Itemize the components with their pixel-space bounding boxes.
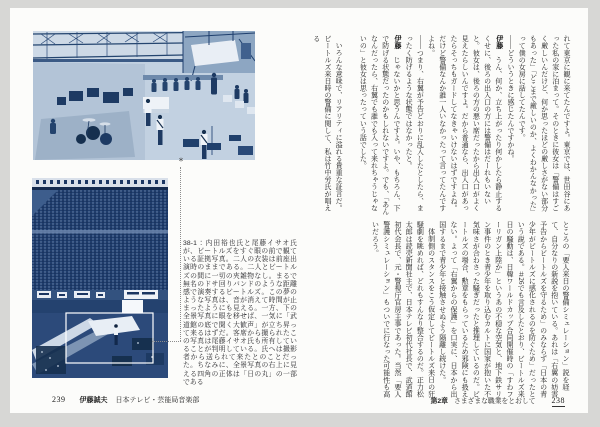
caption-leader-line-horizontal xyxy=(152,341,181,342)
text-paragraph: 伊藤 じゃないかと思うんですよ。いや、もちろん、下で防げる状態だったのかもしれないですよ。でも、「あんなんだったら、右翼でも誰でも入って来れちゃうじゃないの」と彼女は思ったっていう話でした。 xyxy=(359,35,401,215)
text-paragraph: 伊藤 うん、何か、立ち上がったり何かしたら静止するくせに、後ろの出入口の方には警備はだーれもいないと。彼女は、後ろの方の悪い席だったから出入口がよく見えたらしいんですよ。だから普通なら、出入口があったらそっちもガードしてなきゃいけないはずですよね。だけど警備なんか誰一人いなかったって言ってたんですよね。 xyxy=(427,35,503,212)
chapter-title: さまざまな職業をとおして xyxy=(453,398,536,405)
text-paragraph: ――つまり、右翼が予告どおりに乱入したとしたら、まったく防げるような状態ではなかったと。 xyxy=(405,35,425,212)
book-spread xyxy=(10,8,588,413)
ad-banner-strip xyxy=(32,290,168,300)
text-paragraph: ところの「要人来日の警備シミュレーション」説を経て、自分なりの新説を抱いている。あれは「右翼の妨害予告からビートルズを守るため」のみならず「日本の青少年がビートルズに感化されるのを防ぐため」だったという説である。＃26でも言及したとおり、ビートルズ来日の騒動は、日韓ワールドカップ合同開催時の「すわフーリガン上陸か」というあの不穏な空気と、地下鉄サリン事件のとき青少年を取り込むカルトに国家が抱いた不気味さが合わさった騒ぎだったと推理しているのだ。ビートルズの場合、勲章をもらっているため邪険にも扱えない。よって「右翼からの保護」を口実に、日本から出国するまで青少年と接触させぬよう隔離し続けた。 xyxy=(438,221,570,398)
speaker-name: 伊藤 xyxy=(393,35,401,50)
text-paragraph: ――どういうときに感じたんですかね。 xyxy=(506,35,515,162)
vertical-text-upper-band xyxy=(312,35,572,218)
text-paragraph: れて東京に観に来てたんですよ。東京では、世田谷にあった私の家に泊まって。そのときに彼女は「警備はすごく厳しいんだけど、何か思ったほどの厳しさがない部分もあった」「どこまで厳しいのか、よくわかんなかった」って僕の女房に話してたんです。 xyxy=(518,35,571,215)
photo-caption: 38-1：内田裕也氏と尾藤イサオ氏が、ビートルズをすぐ眼の前で観ている証拠写真。二人の衣装は前座出演時のままである。二人とビートルズの間に一切の夾雑物なし。まるで無名のドサ回りバンドのような距離感で演奏するビートルズ。この夢のような写真は、音が消えて時間が止まったようにも見える。一方、下の全景写真に眼を移せば、一気に「武道館の底で聞く大歓声」が立ち昇って来るはずだ。客席から撮られたこの写真は尾藤イサオ氏も所有していることが判明している。氏へは撮影者から送られて来たとのことだった。ちなみに、全景写真の右上に見える四角の正体は「日の丸」の一部である xyxy=(183,240,297,386)
right-page-number: 238 xyxy=(551,396,565,405)
caption-leader-line-vertical xyxy=(180,167,181,341)
camera-position-marker: * xyxy=(178,157,184,167)
drum-kit-platform xyxy=(35,111,135,160)
text-paragraph: 体制側のスタンスをこう仮定してビートルズ来日の狂騒劇を眺めれば、どれもすんなり整合するのだ。正力松太郎は読売新聞社主で、日本テレビ初代社長で、武道館初代会長で、元・警視庁官房主事であった。当然「要人警護シミュレーション」もついでに行なった可能性も高いだろう。 xyxy=(371,221,436,398)
left-page-number: 239 xyxy=(52,395,66,404)
speaker-name: 伊藤 xyxy=(495,35,503,50)
text-paragraph: いろんな意味で、リアリティに溢れる貴重な証言だ。ビートルズ来日時の警備に関して、私は竹中労氏が唱える xyxy=(312,35,344,212)
hinomaru-flag-square xyxy=(122,300,143,313)
audience-crowd xyxy=(32,190,168,290)
arena-overview-photo xyxy=(32,178,168,378)
left-page-footer xyxy=(52,395,199,406)
interviewee-name: 伊藤誠夫 xyxy=(79,397,108,404)
right-page-footer xyxy=(431,396,565,407)
vertical-text-lower-band xyxy=(369,221,571,404)
interviewee-affiliation: 日本テレビ・芸能局音楽部 xyxy=(115,397,200,404)
stage-rehearsal-photo xyxy=(33,31,255,160)
chapter-label: 第2章 xyxy=(430,398,448,405)
seated-figure-left xyxy=(50,119,56,134)
